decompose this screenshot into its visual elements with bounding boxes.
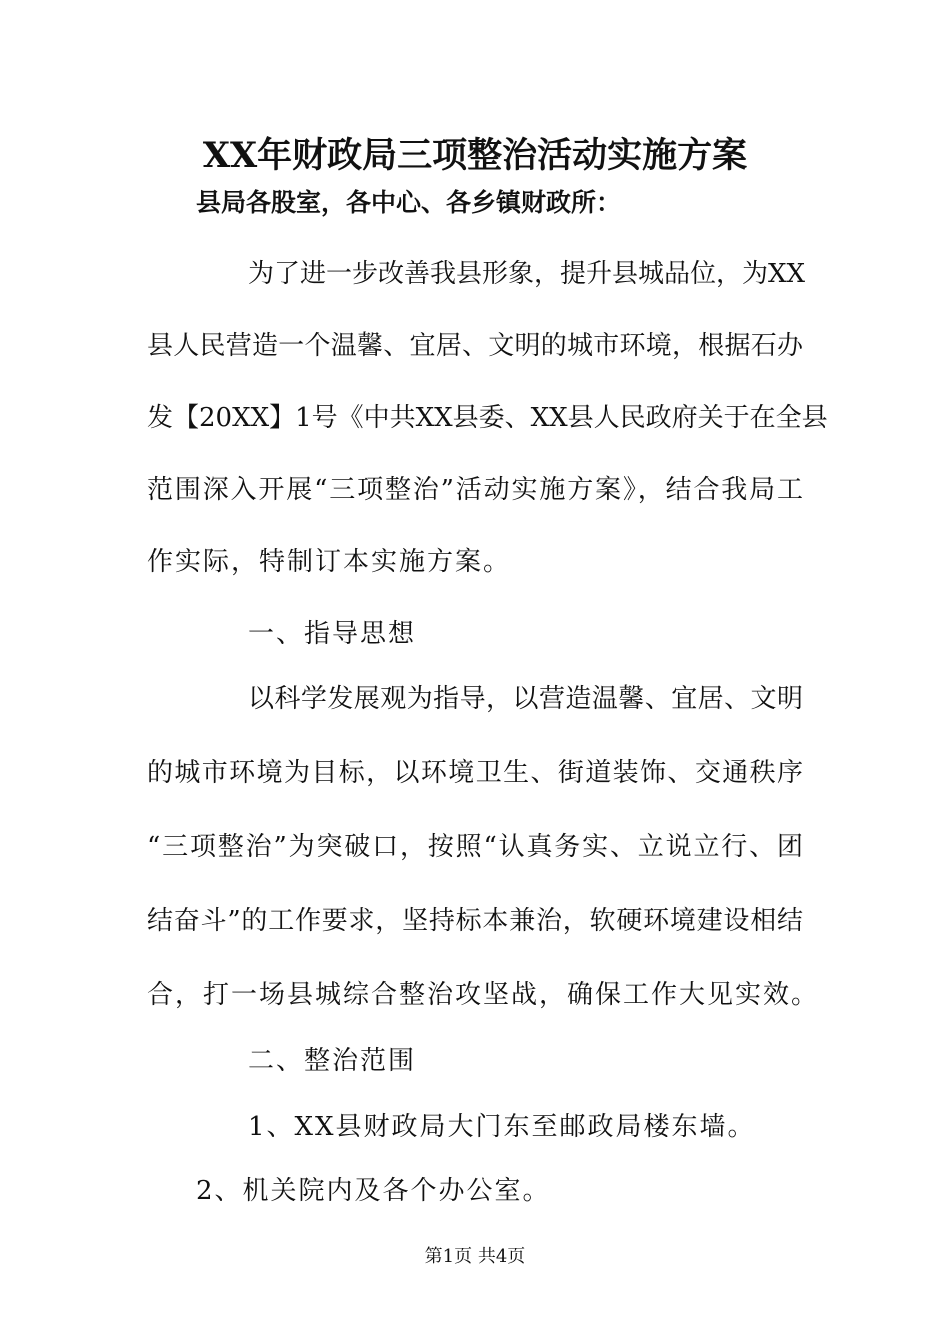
paragraph-2-line-5: 合，打一场县城综合整治攻坚战，确保工作大见实效。 bbox=[147, 980, 820, 1010]
scope-item-2: 2、机关院内及各个办公室。 bbox=[196, 1176, 551, 1206]
scope-item-1: 1、XX县财政局大门东至邮政局楼东墙。 bbox=[248, 1112, 756, 1142]
page-number-footer: 第1页 共4页 bbox=[424, 1246, 526, 1267]
paragraph-2-line-2: 的城市环境为目标，以环境卫生、街道装饰、交通秩序 bbox=[147, 758, 803, 788]
paragraph-2-line-3: “三项整治”为突破口，按照“认真务实、立说立行、团 bbox=[147, 832, 803, 862]
document-title: XX年财政局三项整治活动实施方案 bbox=[202, 135, 748, 176]
paragraph-1-line-2: 县人民营造一个温馨、宜居、文明的城市环境，根据石办 bbox=[147, 331, 803, 361]
paragraph-1-line-5: 作实际，特制订本实施方案。 bbox=[147, 547, 512, 577]
paragraph-2-line-4: 结奋斗”的工作要求，坚持标本兼治，软硬环境建设相结 bbox=[147, 906, 803, 936]
section-heading-scope: 二、整治范围 bbox=[248, 1046, 417, 1076]
paragraph-1-line-4: 范围深入开展“三项整治”活动实施方案》，结合我局工 bbox=[147, 475, 803, 505]
paragraph-1-line-1: 为了进一步改善我县形象，提升县城品位，为XX bbox=[248, 259, 806, 289]
section-heading-guiding-ideology: 一、指导思想 bbox=[248, 619, 417, 649]
salutation: 县局各股室，各中心、各乡镇财政所： bbox=[196, 188, 622, 217]
paragraph-1-line-3: 发【20XX】1号《中共XX县委、XX县人民政府关于在全县 bbox=[147, 403, 828, 433]
paragraph-2-line-1: 以科学发展观为指导，以营造温馨、宜居、文明 bbox=[248, 684, 803, 714]
